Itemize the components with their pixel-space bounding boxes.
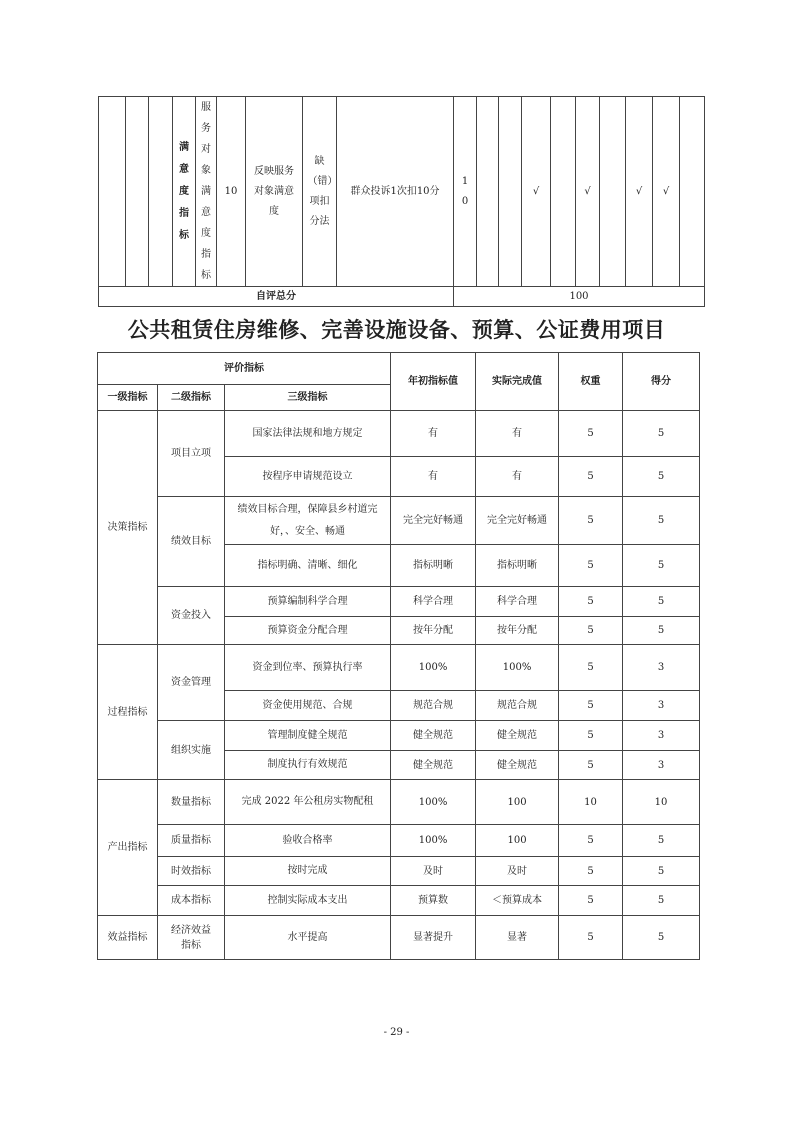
level2-cell [158, 587, 225, 645]
level2-cell [158, 780, 225, 825]
check-cell: √ [522, 97, 551, 287]
check-cell [600, 97, 626, 287]
actual-value-cell: 显著 [476, 916, 559, 960]
level3-text: 按时完成 [287, 865, 328, 876]
score-cell: 5 [623, 545, 700, 587]
level3-text: 国家法律法规和地方规定 [252, 427, 363, 439]
weight-cell: 5 [559, 545, 623, 587]
level3-header: 三级指标 [225, 385, 391, 411]
level3-cell [225, 825, 391, 857]
level3-cell [225, 780, 391, 825]
initial-target-header: 年初指标值 [391, 353, 476, 411]
level3-cell [225, 545, 391, 587]
table-row [98, 587, 700, 617]
eval-indicators-header: 评价指标 [98, 353, 391, 385]
level2-cell [158, 825, 225, 857]
level3-cell [196, 97, 217, 287]
level3-cell [225, 721, 391, 751]
method-cell [303, 97, 337, 287]
score-cell: 5 [623, 411, 700, 457]
initial-target-cell: 显著提升 [391, 916, 476, 960]
check-cell: √ [653, 97, 680, 287]
level2-text: 满意度指标 [179, 141, 189, 241]
actual-value-cell: 完全完好畅通 [476, 497, 559, 545]
score-cell: 5 [623, 617, 700, 645]
level2-text: 项目立项 [171, 448, 211, 459]
level2-text: 质量指标 [171, 835, 211, 846]
initial-target-cell: 完全完好畅通 [391, 497, 476, 545]
level2-text: 数量指标 [171, 796, 211, 808]
level1-cell: 产出指标 [98, 780, 158, 916]
check-cell [551, 97, 576, 287]
level2-text: 成本指标 [171, 895, 211, 906]
level3-cell [225, 645, 391, 691]
table-row [98, 780, 700, 825]
initial-target-cell: 有 [391, 457, 476, 497]
indicator-cell [246, 97, 303, 287]
table-row [98, 721, 700, 751]
check-cell [680, 97, 705, 287]
actual-value-cell: 指标明晰 [476, 545, 559, 587]
initial-target-cell: 100% [391, 780, 476, 825]
actual-value-cell: 健全规范 [476, 721, 559, 751]
empty-cell [99, 97, 126, 287]
level3-text: 资金到位率、预算执行率 [252, 661, 363, 673]
section-title: 公共租赁住房维修、完善设施设备、预算、公证费用项目 [127, 317, 666, 342]
level3-text: 预算资金分配合理 [267, 624, 348, 636]
score-cell: 3 [623, 645, 700, 691]
actual-value-cell: 规范合规 [476, 691, 559, 721]
continued-table [98, 96, 705, 307]
initial-target-cell: 规范合规 [391, 691, 476, 721]
total-label: 自评总分 [99, 287, 454, 307]
table-row [98, 857, 700, 886]
level2-cell [158, 411, 225, 497]
actual-value-cell: 有 [476, 457, 559, 497]
level3-cell [225, 886, 391, 916]
weight-header: 权重 [559, 353, 623, 411]
weight-cell: 5 [559, 691, 623, 721]
table-row [98, 411, 700, 457]
weight-cell: 5 [559, 587, 623, 617]
weight-cell: 10 [559, 780, 623, 825]
actual-value-cell: 按年分配 [476, 617, 559, 645]
evaluation-table [97, 352, 700, 960]
level3-cell [225, 751, 391, 780]
level3-text: 预算编制科学合理 [267, 595, 348, 607]
level3-text: 服务对象满意度指标 [201, 102, 211, 281]
level2-text: 绩效目标 [171, 536, 211, 547]
level3-text: 按程序申请规范设立 [262, 470, 353, 482]
score-header: 得分 [623, 353, 700, 411]
actual-value-cell: 有 [476, 411, 559, 457]
table-row [98, 645, 700, 691]
level3-text: 完成 2022 年公租房实物配租 [241, 796, 374, 807]
initial-target-cell: 按年分配 [391, 617, 476, 645]
actual-value-cell: 100% [476, 645, 559, 691]
weight-cell: 5 [559, 457, 623, 497]
header-row [98, 353, 700, 385]
indicator-text: 反映服务对象满意度 [254, 165, 294, 217]
score-cell: 5 [623, 857, 700, 886]
weight-cell: 5 [559, 411, 623, 457]
actual-value-cell: ＜预算成本 [476, 886, 559, 916]
level3-cell [225, 587, 391, 617]
level3-cell [225, 857, 391, 886]
table-row [98, 916, 700, 960]
initial-target-cell: 有 [391, 411, 476, 457]
level2-cell [158, 857, 225, 886]
check-cell [499, 97, 522, 287]
score-cell: 3 [623, 721, 700, 751]
standard-cell: 群众投诉1次扣10分 [337, 97, 454, 287]
score-cell [454, 97, 477, 287]
level3-text: 管理制度健全规范 [267, 729, 348, 741]
level2-text: 资金投入 [171, 610, 211, 621]
level1-cell: 过程指标 [98, 645, 158, 780]
check-cell: √ [626, 97, 653, 287]
level1-cell: 效益指标 [98, 916, 158, 960]
method-text: 缺（错）项扣分法 [307, 155, 338, 227]
level2-text: 时效指标 [171, 865, 211, 877]
empty-cell [149, 97, 173, 287]
weight-cell: 5 [559, 857, 623, 886]
weight-cell: 5 [559, 916, 623, 960]
score-cell: 5 [623, 457, 700, 497]
level1-cell: 决策指标 [98, 411, 158, 645]
total-value: 100 [454, 287, 705, 307]
level2-header: 二级指标 [158, 385, 225, 411]
initial-target-cell: 及时 [391, 857, 476, 886]
initial-target-cell: 指标明晰 [391, 545, 476, 587]
score-cell: 10 [623, 780, 700, 825]
level2-cell [158, 886, 225, 916]
initial-target-cell: 100% [391, 645, 476, 691]
initial-target-cell: 健全规范 [391, 751, 476, 780]
initial-target-cell: 100% [391, 825, 476, 857]
level1-header: 一级指标 [98, 385, 158, 411]
score-cell: 5 [623, 587, 700, 617]
score-cell: 3 [623, 691, 700, 721]
empty-cell [126, 97, 149, 287]
actual-value-cell: 科学合理 [476, 587, 559, 617]
score-cell: 3 [623, 751, 700, 780]
score-cell: 5 [623, 916, 700, 960]
score-text: 10 [461, 175, 469, 207]
weight-cell: 5 [559, 617, 623, 645]
score-cell: 5 [623, 825, 700, 857]
actual-value-cell: 100 [476, 825, 559, 857]
check-cell [477, 97, 499, 287]
level3-text: 指标明确、清晰、细化 [257, 559, 358, 571]
weight-cell: 5 [559, 825, 623, 857]
table-row [99, 97, 705, 287]
initial-target-cell: 预算数 [391, 886, 476, 916]
level2-cell [158, 721, 225, 780]
level3-cell [225, 497, 391, 545]
score-cell: 5 [623, 886, 700, 916]
level3-cell [225, 457, 391, 497]
table-row [98, 825, 700, 857]
level3-text: 绩效目标合理，保障县乡村道完好，、安全、畅通 [237, 503, 378, 537]
actual-value-cell: 100 [476, 780, 559, 825]
score-cell: 5 [623, 497, 700, 545]
level3-cell [225, 617, 391, 645]
initial-target-cell: 科学合理 [391, 587, 476, 617]
check-cell: √ [576, 97, 600, 287]
table-row [98, 497, 700, 545]
weight-cell: 5 [559, 721, 623, 751]
total-row [99, 287, 705, 307]
actual-value-cell: 及时 [476, 857, 559, 886]
level3-text: 验收合格率 [282, 834, 333, 846]
weight-cell: 10 [217, 97, 246, 287]
initial-target-cell: 健全规范 [391, 721, 476, 751]
level2-cell [158, 645, 225, 721]
level3-cell [225, 411, 391, 457]
page-number: - 29 - [383, 1027, 410, 1038]
level2-text: 组织实施 [171, 744, 211, 756]
level2-cell [173, 97, 196, 287]
level3-cell [225, 916, 391, 960]
level2-text: 资金管理 [171, 677, 211, 688]
weight-cell: 5 [559, 645, 623, 691]
level3-text: 资金使用规范、合规 [262, 699, 353, 711]
level2-cell [158, 916, 225, 960]
actual-value-cell: 健全规范 [476, 751, 559, 780]
level3-cell [225, 691, 391, 721]
level2-cell [158, 497, 225, 587]
weight-cell: 5 [559, 497, 623, 545]
weight-cell: 5 [559, 886, 623, 916]
level3-text: 制度执行有效规范 [267, 759, 348, 770]
table-row [98, 886, 700, 916]
actual-header: 实际完成值 [476, 353, 559, 411]
level3-text: 控制实际成本支出 [267, 894, 348, 906]
level2-text: 经济效益指标 [171, 924, 211, 951]
weight-cell: 5 [559, 751, 623, 780]
level3-text: 水平提高 [287, 931, 328, 943]
